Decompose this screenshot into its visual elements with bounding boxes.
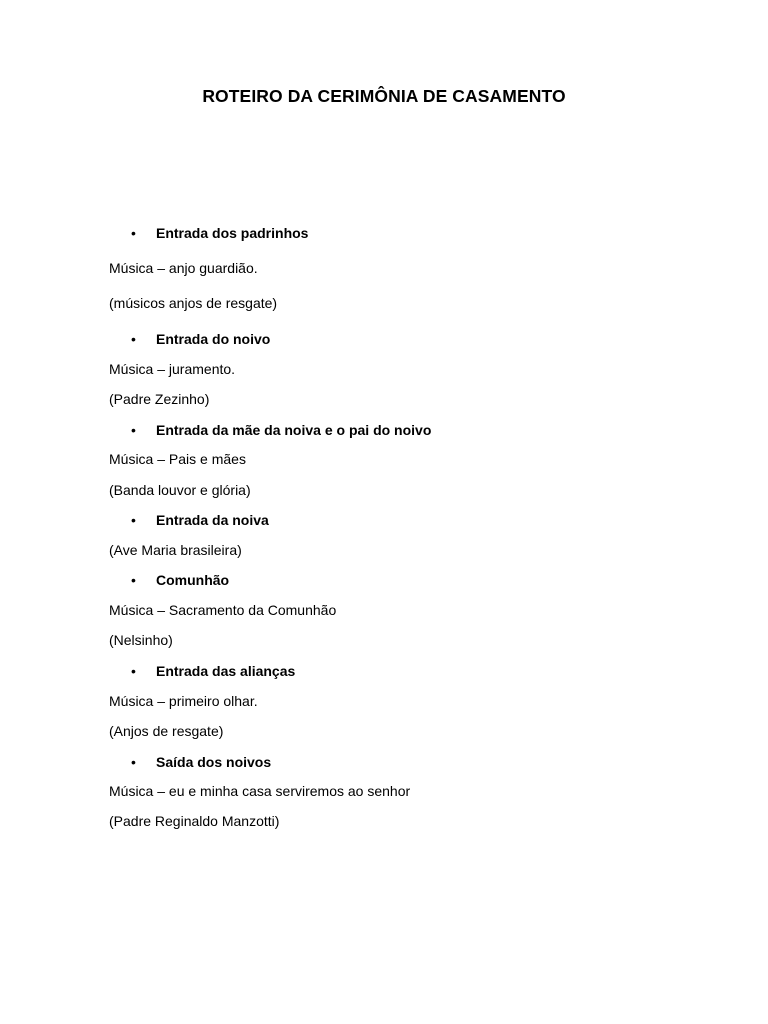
bullet-icon: •: [131, 663, 136, 679]
section-line: (Padre Reginaldo Manzotti): [109, 813, 280, 829]
section-heading-label: Saída dos noivos: [156, 754, 272, 770]
bullet-icon: •: [131, 422, 136, 438]
section-line: Música – eu e minha casa serviremos ao senhor: [109, 783, 411, 799]
section-heading-label: Entrada do noivo: [156, 331, 271, 347]
bullet-icon: •: [131, 572, 136, 588]
bullet-icon: •: [131, 225, 136, 241]
section-line: (Anjos de resgate): [109, 723, 224, 739]
bullet-icon: •: [131, 512, 136, 528]
section-line: Música – Pais e mães: [109, 451, 246, 467]
section-heading-label: Entrada dos padrinhos: [156, 225, 309, 241]
bullet-icon: •: [131, 754, 136, 770]
section-line: (Nelsinho): [109, 632, 173, 648]
section-heading-label: Entrada das alianças: [156, 663, 296, 679]
section-heading-label: Entrada da noiva: [156, 512, 269, 528]
bullet-icon: •: [131, 331, 136, 347]
section-line: (Ave Maria brasileira): [109, 542, 242, 558]
section-line: Música – juramento.: [109, 361, 236, 377]
section-heading-label: Comunhão: [156, 572, 230, 588]
section-line: (Banda louvor e glória): [109, 482, 251, 498]
page-title: ROTEIRO DA CERIMÔNIA DE CASAMENTO: [202, 86, 566, 106]
section-heading-label: Entrada da mãe da noiva e o pai do noivo: [156, 422, 432, 438]
section-line: Música – anjo guardião.: [109, 260, 258, 276]
section-line: Música – Sacramento da Comunhão: [109, 602, 337, 618]
section-line: (Padre Zezinho): [109, 391, 210, 407]
section-line: (músicos anjos de resgate): [109, 295, 278, 311]
section-line: Música – primeiro olhar.: [109, 693, 258, 709]
